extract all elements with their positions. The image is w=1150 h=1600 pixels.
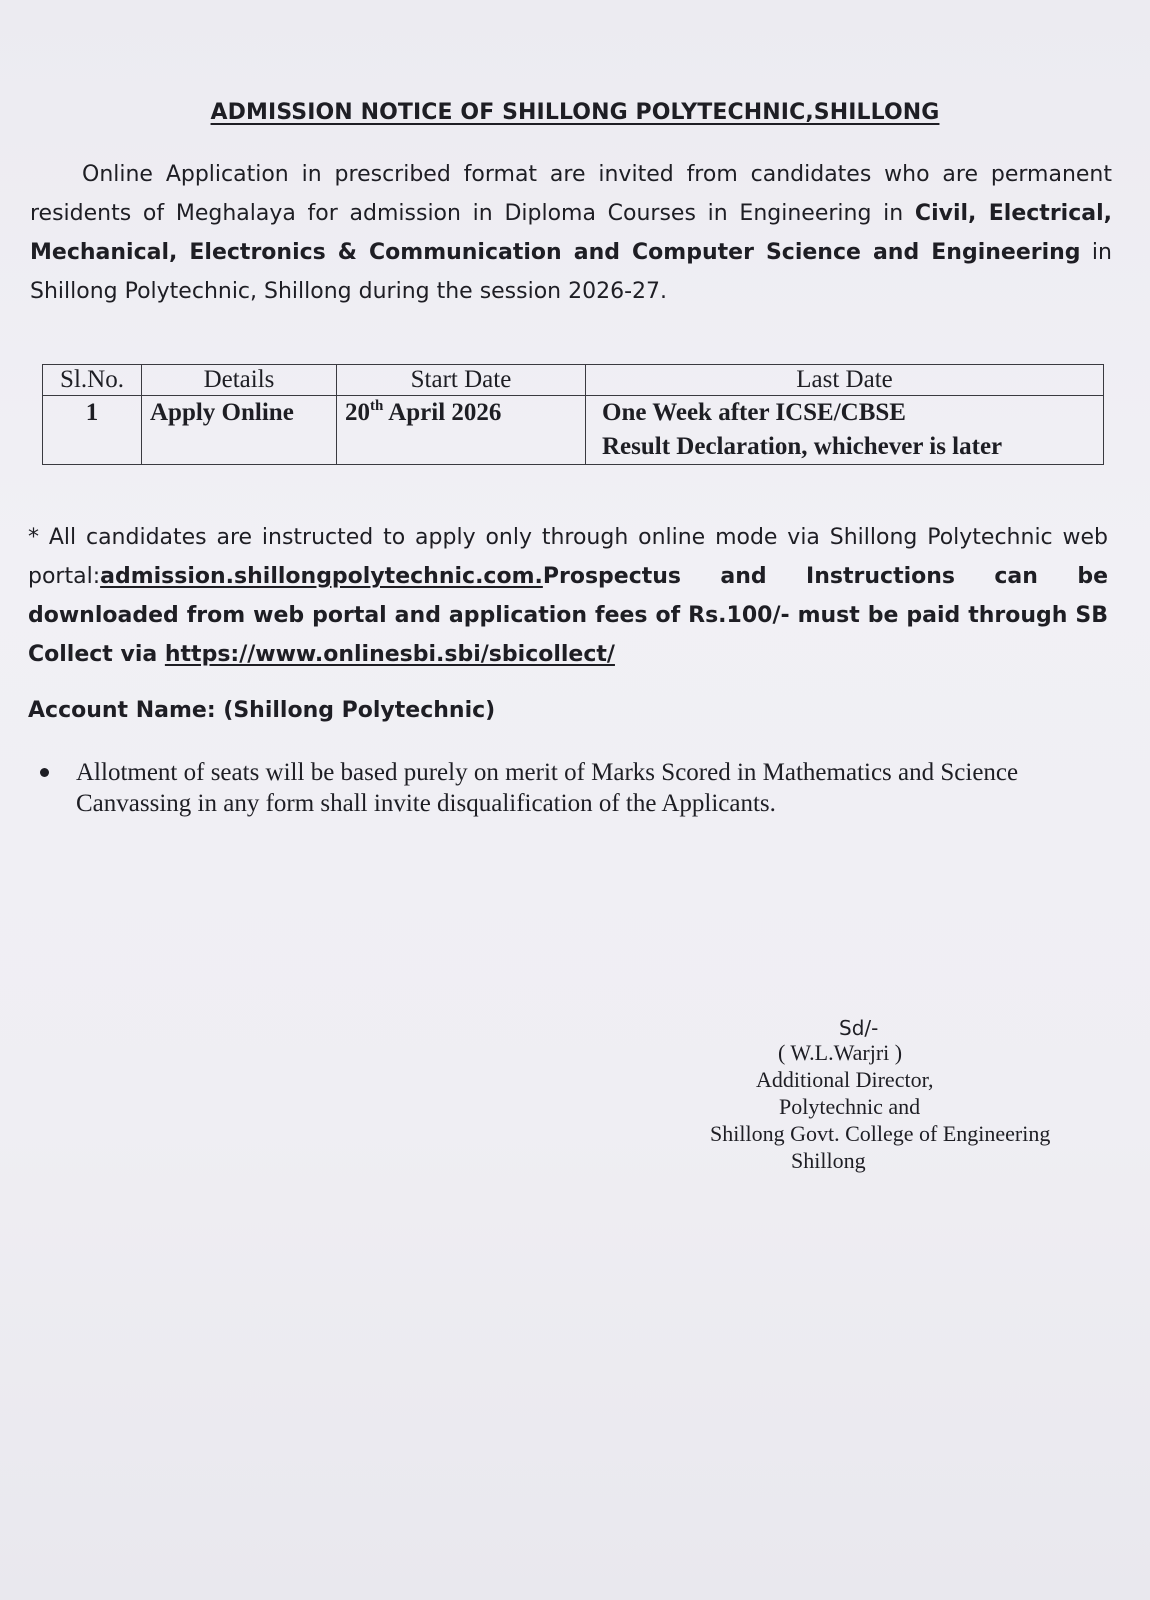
signatory-designation-1: Additional Director, — [756, 1067, 934, 1092]
header-start-date: Start Date — [337, 365, 586, 396]
sbi-collect-link[interactable]: https://www.onlinesbi.sbi/sbicollect/ — [164, 642, 615, 667]
cell-sl-no: 1 — [43, 396, 142, 465]
header-details: Details — [142, 365, 337, 396]
header-sl-no: Sl.No. — [43, 365, 142, 396]
bullet-list — [36, 757, 1126, 819]
sd-mark: Sd/- — [839, 1016, 879, 1040]
signatory-designation-3: Shillong Govt. College of Engineering — [710, 1121, 1051, 1146]
signatory-name: ( W.L.Warjri ) — [778, 1040, 903, 1065]
courses-list: Civil, Electrical, Mechanical, Electronics & Communication and Computer Science and Engineering — [30, 201, 1112, 265]
account-name: Account Name: (Shillong Polytechnic) — [28, 698, 496, 723]
cell-last-date: One Week after ICSE/CBSE Result Declaration, whichever is later — [586, 396, 1104, 465]
cell-details: Apply Online — [142, 396, 337, 465]
table-row — [43, 396, 1104, 465]
cell-start-date: 20th April 2026 — [337, 396, 586, 465]
intro-paragraph: Online Application in prescribed format are invited from candidates who are permanent residents of Meghalaya for admission in Diploma Courses in Engineering in Civil, Electrical, Mechanical, Electronics & Communication and Computer Science and Engineering in Shillong Polytechnic, Shillong during the session 2026-27. — [30, 162, 1112, 304]
list-item: Allotment of seats will be based purely on merit of Marks Scored in Mathematics and Science Canvassing in any form shall invite disqualification of the Applicants. — [36, 757, 1126, 819]
portal-link[interactable]: admission.shillongpolytechnic.com. — [100, 564, 543, 589]
header-last-date: Last Date — [586, 365, 1104, 396]
instructions-paragraph: * All candidates are instructed to apply only through online mode via Shillong Polytechnic web portal:admission.shillongpolytechnic.com.Prospectus and Instructions can be downloaded from web portal and application fees of Rs.100/- must be paid through SB Collect via https://www.onlinesbi.sbi/sbicollect/ — [28, 525, 1108, 667]
bullet-icon — [40, 768, 49, 777]
notice-title: ADMISSION NOTICE OF SHILLONG POLYTECHNIC,SHILLONG — [210, 100, 940, 125]
signatory-designation-2: Polytechnic and — [779, 1094, 921, 1119]
table-header-row — [43, 365, 1104, 396]
signatory-place: Shillong — [791, 1148, 866, 1173]
schedule-table — [42, 364, 1104, 465]
